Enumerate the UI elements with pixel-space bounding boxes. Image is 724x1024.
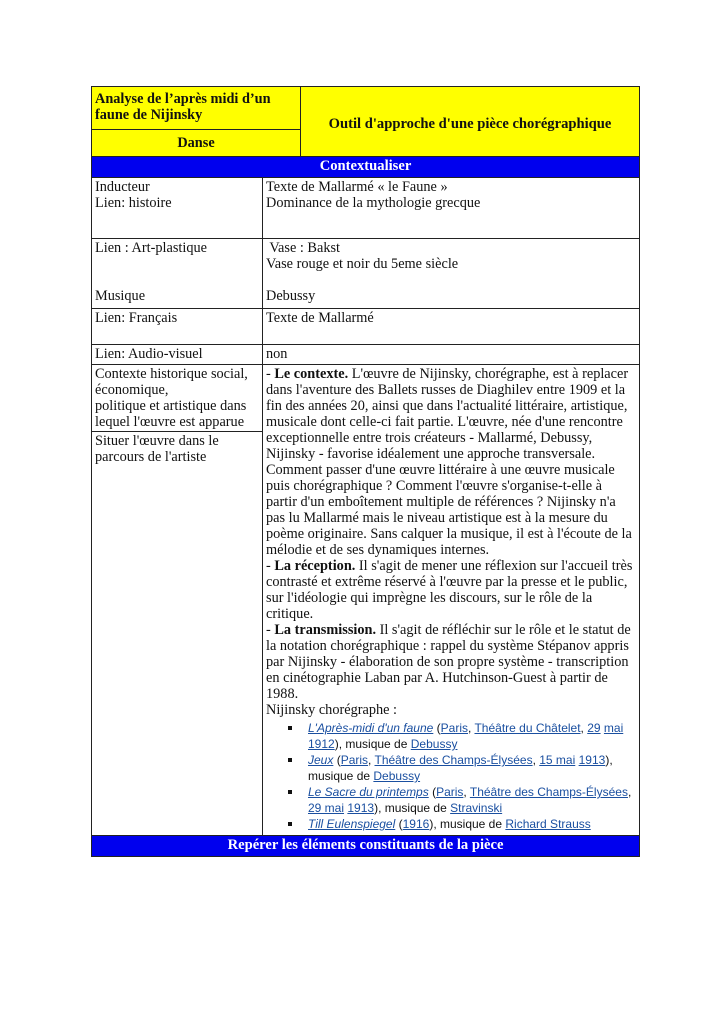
composer-link[interactable]: Debussy [373, 769, 421, 783]
venue-link[interactable]: Théâtre du Châtelet [474, 721, 581, 735]
composer-link[interactable]: Richard Strauss [505, 817, 591, 831]
day-link[interactable]: 29 mai [308, 801, 345, 815]
row-label [92, 178, 263, 239]
label-contexte-part-a: Contexte historique social, économique, [95, 366, 248, 398]
music-prefix: ), musique de [334, 737, 411, 751]
value-debussy: Debussy [266, 288, 316, 304]
works-intro: Nijinsky chorégraphe : [266, 702, 398, 718]
paragraph-transmission: - La transmission. Il s'agit de réfléchir sur le rôle et le statut de la notation chorégraphique : rappel du système Stépanov appris par Nijinsky - élaboration de son propre système - transcription en cinétographie Laban par A. Hutchinson-Guest à partir de 1988. [266, 622, 631, 702]
label-musique: Musique [95, 288, 146, 304]
composer-link[interactable]: Stravinski [450, 801, 503, 815]
venue-link[interactable]: Théâtre des Champs-Élysées [374, 753, 533, 767]
value-vase-bakst: Vase : Bakst [266, 240, 340, 256]
value-vase-rouge: Vase rouge et noir du 5eme siècle [266, 256, 459, 272]
value-texte-mallarme: Texte de Mallarmé « le Faune » [266, 179, 448, 195]
paragraph-reception: - La réception. Il s'agit de mener une réflexion sur l'accueil très contrasté et extrême réservé à l'œuvre par la presse et le public, sur l'idéologie qui imprègne les discours, sur le rôle de la critique. [266, 558, 633, 622]
work-link[interactable]: Jeux [308, 753, 334, 767]
row-inducteur [92, 178, 640, 239]
label-contexte-historique [92, 365, 262, 431]
list-item: L'Après-midi d'un faune (Paris, Théâtre du Châtelet, 29 mai 1912), musique de Debussy [308, 720, 636, 752]
list-item: Le Sacre du printemps (Paris, Théâtre des Champs-Élysées, 29 mai 1913), musique de Stravinski [308, 784, 636, 816]
row-art-plastique [92, 239, 640, 309]
row-value [263, 178, 640, 239]
section-reperer: Repérer les éléments constituants de la pièce [92, 836, 640, 857]
label-audiovisuel: Lien: Audio-visuel [92, 345, 263, 365]
work-link[interactable]: L'Après-midi d'un faune [308, 721, 434, 735]
label-lien-histoire: Lien: histoire [95, 195, 172, 211]
analysis-table [91, 86, 640, 857]
lead-transmission: La transmission. [274, 622, 377, 638]
tool-title: Outil d'approche d'une pièce chorégraphique [301, 87, 640, 157]
list-item: Till Eulenspiegel (1916), musique de Richard Strauss [308, 816, 636, 832]
document-page [91, 86, 639, 857]
label-inducteur: Inducteur [95, 179, 150, 195]
city-link[interactable]: Paris [440, 721, 469, 735]
row-francais [92, 309, 640, 345]
label-art-plastique: Lien : Art-plastique [95, 240, 207, 256]
bullet-icon [288, 822, 292, 826]
venue-link[interactable]: Théâtre des Champs-Élysées [469, 785, 628, 799]
row-label [92, 239, 263, 309]
value-audiovisuel: non [263, 345, 640, 365]
year-link[interactable]: 1912 [308, 737, 335, 751]
work-link[interactable]: Le Sacre du printemps [308, 785, 429, 799]
music-prefix: ), musique de [429, 817, 506, 831]
row-value [263, 239, 640, 309]
text-transmission: Il s'agit de réfléchir sur le rôle et le statut de la notation chorégraphique : rappel du système Stépanov appris par Nijinsky - élaboration de son propre système - transcription en cinétographie Laban par A. Hutchinson-Guest à partir de 1988. [266, 622, 631, 702]
month-link[interactable]: mai [603, 721, 624, 735]
bullet-icon [288, 726, 292, 730]
row-audiovisuel [92, 345, 640, 365]
year-link[interactable]: 1913 [578, 753, 606, 767]
value-francais: Texte de Mallarmé [263, 309, 640, 345]
year-link[interactable]: 1913 [347, 801, 375, 815]
text-contexte: L'œuvre de Nijinsky, chorégraphe, est à replacer dans l'aventure des Ballets russes de Diaghilev entre 1909 et la fin des années 20, ainsi que dans l'actualité littéraire, artistique, musicale dont celle-ci fait partie. L'œuvre, née d'une rencontre exceptionnelle entre trois créateurs - Mallarmé, Debussy, Nijinsky - favorise idéalement une approche transversale. Comment passer d'une œuvre littéraire à une œuvre musicale puis chorégraphique ? Comment l'œuvre s'organise-t-elle à partir d'un emboîtement multiple de références ? Nijinsky n'a pas lu Mallarmé mais le niveau artistique est à la mesure du poème originaire. Sans calquer la musique, il est à l'écoute de la mélodie et de ses dynamiques internes. [266, 366, 632, 558]
music-prefix: ), musique de [374, 801, 451, 815]
year-link[interactable]: 1916 [402, 817, 430, 831]
city-link[interactable]: Paris [436, 785, 464, 799]
work-link[interactable]: Till Eulenspiegel [308, 817, 396, 831]
label-contexte-part-b: politique et artistique dans lequel l'œuvre est apparue [95, 398, 247, 430]
city-link[interactable]: Paris [340, 753, 369, 767]
document-title: Analyse de l’après midi d’un faune de Nijinsky [92, 87, 301, 130]
row-contexte [92, 365, 640, 836]
lead-reception: La réception. [274, 558, 356, 574]
works-list [266, 720, 636, 832]
value-mythologie: Dominance de la mythologie grecque [266, 195, 481, 211]
paragraph-contexte: - Le contexte. L'œuvre de Nijinsky, chorégraphe, est à replacer dans l'aventure des Ballets russes de Diaghilev entre 1909 et la fin des années 20, ainsi que dans l'actualité littéraire, artistique, musicale dont celle-ci fait partie. L'œuvre, née d'une rencontre exceptionnelle entre trois créateurs - Mallarmé, Debussy, Nijinsky - favorise idéalement une approche transversale. Comment passer d'une œuvre littéraire à une œuvre musicale puis chorégraphique ? Comment l'œuvre s'organise-t-elle à partir d'un emboîtement multiple de références ? Nijinsky n'a pas lu Mallarmé mais le niveau artistique est à la mesure du poème originaire. Sans calquer la musique, il est à l'écoute de la mélodie et de ses dynamiques internes. [266, 366, 632, 558]
bullet-icon [288, 758, 292, 762]
text-reception: Il s'agit de mener une réflexion sur l'accueil très contrasté et extrême réservé à l'œuvre par la presse et le public, sur l'idéologie qui imprègne les discours, sur le rôle de la critique. [266, 558, 633, 622]
music-prefix: ), musique de [308, 753, 613, 783]
row-label [92, 365, 263, 836]
composer-link[interactable]: Debussy [410, 737, 458, 751]
section-contextualiser: Contextualiser [92, 157, 640, 178]
label-situer-oeuvre: Situer l'œuvre dans le parcours de l'artiste [92, 431, 262, 466]
bullet-icon [288, 790, 292, 794]
lead-contexte: Le contexte. [274, 366, 349, 382]
row-value [263, 365, 640, 836]
discipline-label: Danse [92, 130, 301, 157]
label-francais: Lien: Français [92, 309, 263, 345]
list-item: Jeux (Paris, Théâtre des Champs-Élysées, 15 mai 1913), musique de Debussy [308, 752, 636, 784]
day-link[interactable]: 29 [587, 721, 601, 735]
day-link[interactable]: 15 mai [539, 753, 576, 767]
